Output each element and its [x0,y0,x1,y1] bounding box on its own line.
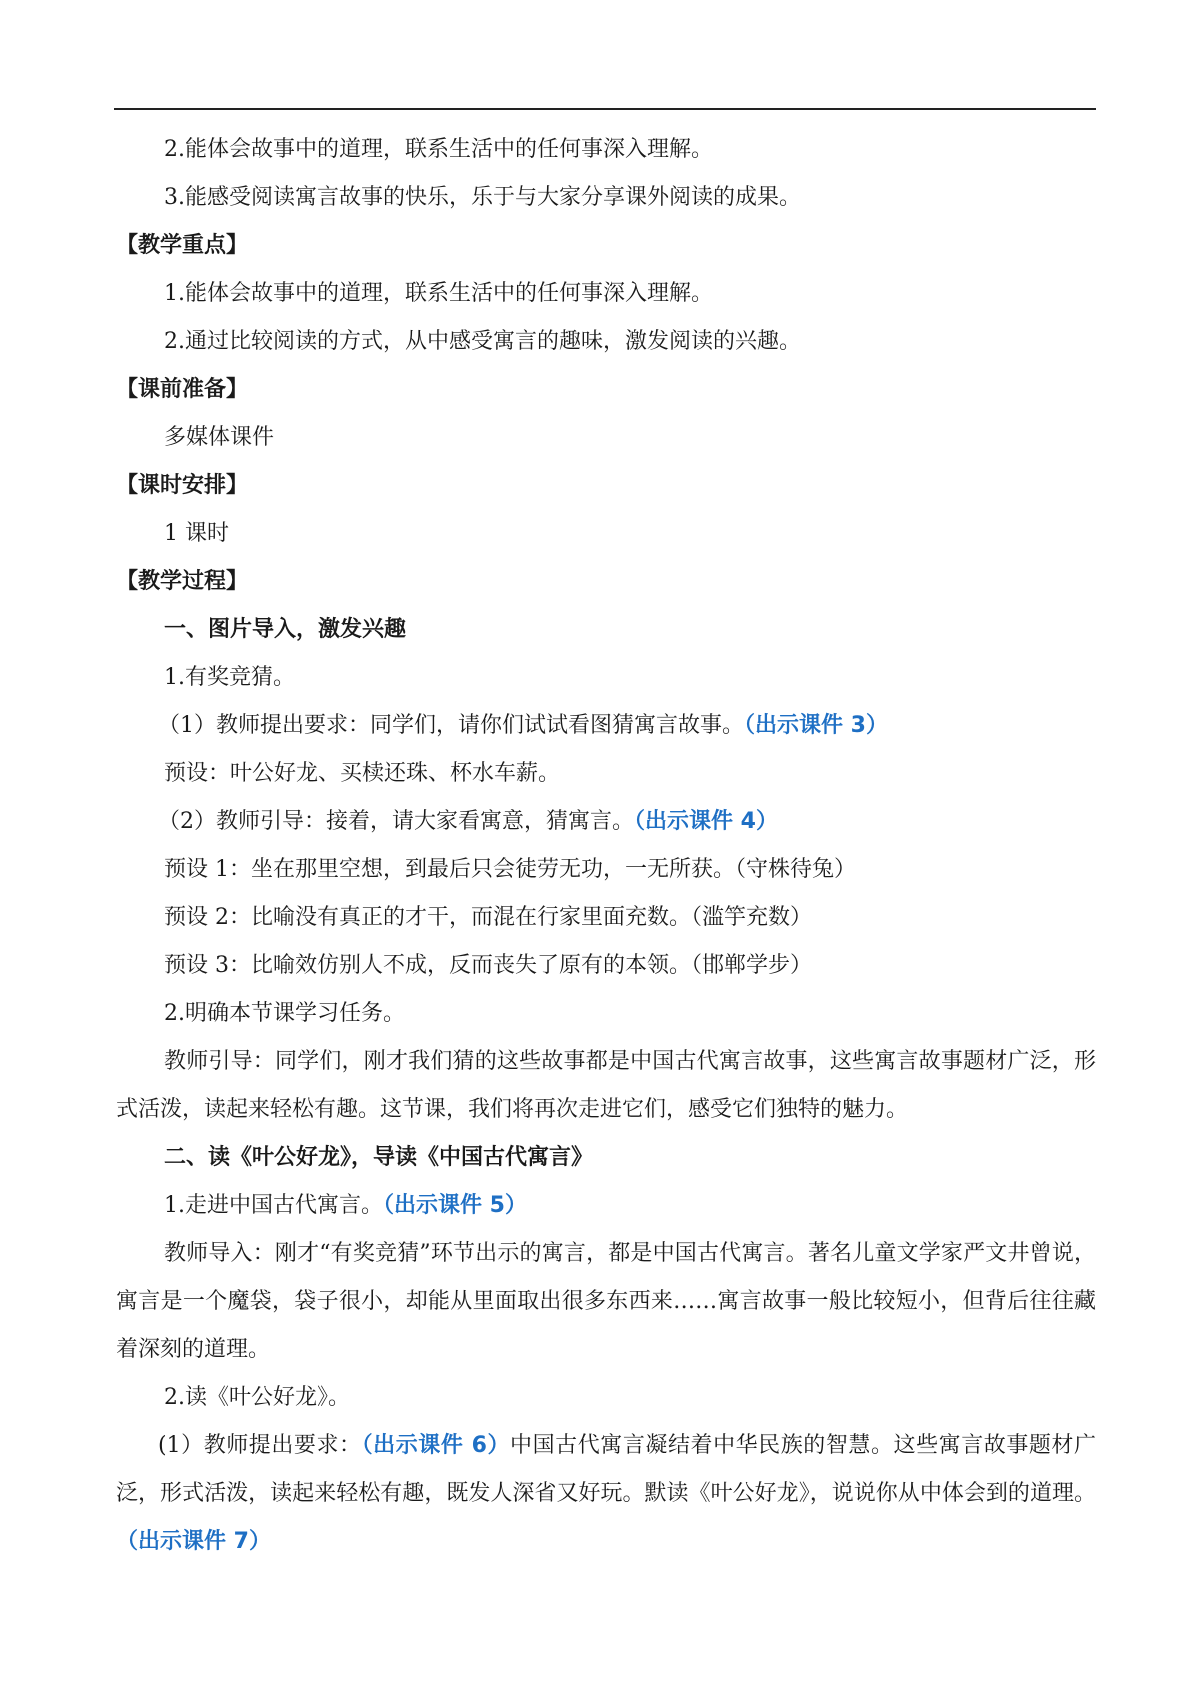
heading-schedule: 【课时安排】 [116,473,249,498]
section-1-item-1b [116,798,1096,846]
preparation-text: 多媒体课件 [164,425,275,450]
objective-3: 3.能感受阅读寓言故事的快乐，乐于与大家分享课外阅读的成果。 [164,185,801,210]
section-2-item-1 [116,1182,1096,1230]
heading-key-points: 【教学重点】 [116,233,249,258]
courseware-ref-5: （出示课件 5） [383,1193,527,1218]
header-rule [114,108,1096,110]
document-body [116,126,1096,1566]
key-point-1: 1.能体会故事中的道理，联系生活中的任何事深入理解。 [164,281,713,306]
courseware-ref-4: （出示课件 4） [634,809,778,834]
schedule-text: 1 课时 [164,521,229,546]
objective-2: 2.能体会故事中的道理，联系生活中的任何事深入理解。 [164,137,713,162]
item-2-1-text: 1.走进中国古代寓言。 [164,1193,383,1218]
heading-process: 【教学过程】 [116,569,249,594]
courseware-ref-6: （出示课件 6） [361,1433,511,1458]
section-1-item-1a [116,702,1096,750]
item-1b-text: （2）教师引导：接着，请大家看寓意，猜寓言。 [158,809,634,834]
preset-2: 预设 2：比喻没有真正的才干，而混在行家里面充数。（滥竽充数） [164,905,812,930]
courseware-ref-7: （出示课件 7） [116,1529,271,1554]
section-2-item-1-text: 教师导入：刚才“有奖竞猜”环节出示的寓言，都是中国古代寓言。著名儿童文学家严文井曾说，寓言是一个魔袋，袋子很小，却能从里面取出很多东西来……寓言故事一般比较短小，但背后往往藏着深刻的道理。 [116,1241,1096,1362]
item-2a-prefix: (1）教师提出要求： [158,1433,362,1458]
courseware-ref-3: （出示课件 3） [744,713,888,738]
section-2-item-2a [116,1422,1096,1566]
item-1a-text: （1）教师提出要求：同学们，请你们试试看图猜寓言故事。 [158,713,744,738]
section-1-preset: 预设：叶公好龙、买椟还珠、杯水车薪。 [164,761,561,786]
section-1-item-1: 1.有奖竞猜。 [164,665,295,690]
preset-1: 预设 1：坐在那里空想，到最后只会徒劳无功，一无所获。（守株待兔） [164,857,856,882]
section-1-title: 一、图片导入，激发兴趣 [164,617,407,642]
section-1-item-2-text: 教师引导：同学们，刚才我们猜的这些故事都是中国古代寓言故事，这些寓言故事题材广泛，形式活泼，读起来轻松有趣。这节课，我们将再次走进它们，感受它们独特的魅力。 [116,1049,1096,1122]
key-point-2: 2.通过比较阅读的方式，从中感受寓言的趣味，激发阅读的兴趣。 [164,329,801,354]
section-2-item-2: 2.读《叶公好龙》。 [164,1385,350,1410]
item-2a-text: 中国古代寓言凝结着中华民族的智慧。这些寓言故事题材广泛，形式活泼，读起来轻松有趣，既发人深省又好玩。默读《叶公好龙》，说说你从中体会到的道理。 [116,1433,1096,1506]
preset-3: 预设 3：比喻效仿别人不成，反而丧失了原有的本领。（邯郸学步） [164,953,812,978]
section-2-title: 二、读《叶公好龙》，导读《中国古代寓言》 [164,1145,594,1170]
section-1-item-2: 2.明确本节课学习任务。 [164,1001,405,1026]
heading-preparation: 【课前准备】 [116,377,249,402]
